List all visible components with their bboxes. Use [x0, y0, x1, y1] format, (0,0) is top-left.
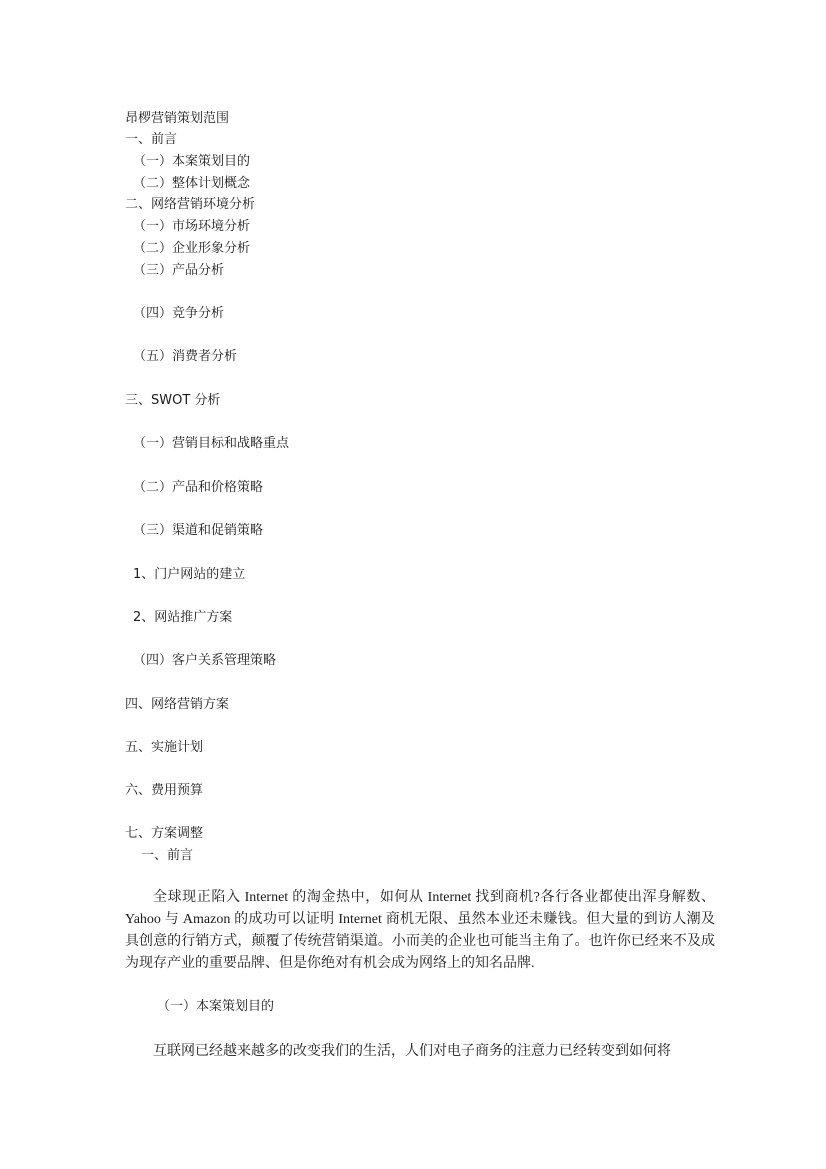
toc-item: 2、网站推广方案 [133, 610, 233, 625]
toc-item: （三）产品分析 [133, 263, 225, 278]
toc-item: 一、前言 [125, 132, 178, 147]
toc-item: 二、网络营销环境分析 [125, 197, 256, 212]
toc-item: 1、门户网站的建立 [133, 567, 246, 582]
toc-item: 三、SWOT 分析 [125, 393, 221, 408]
toc-item: 七、方案调整 [125, 826, 204, 841]
toc-item: （四）客户关系管理策略 [133, 653, 277, 668]
subsection-heading: （一）本案策划目的 [157, 999, 275, 1014]
toc-item: （五）消费者分析 [133, 349, 238, 364]
toc-item: （一）营销目标和战略重点 [133, 436, 290, 451]
intro-paragraph [125, 887, 715, 975]
toc-item: （二）企业形象分析 [133, 241, 251, 256]
section-heading: 一、前言 [141, 848, 194, 863]
toc-item: （三）渠道和促销策略 [133, 523, 264, 538]
toc-item: （一）本案策划目的 [133, 154, 251, 169]
toc-item: （二）整体计划概念 [133, 176, 251, 191]
toc-item: 六、费用预算 [125, 783, 204, 798]
toc-item: （四）竞争分析 [133, 306, 225, 321]
second-paragraph-text: 互联网已经越来越多的改变我们的生活，人们对电子商务的注意力已经转变到如何将 [153, 1044, 671, 1059]
toc-item: （一）市场环境分析 [133, 219, 251, 234]
toc-item: 五、实施计划 [125, 740, 204, 755]
toc-item: 四、网络营销方案 [125, 697, 230, 712]
second-paragraph [125, 1041, 715, 1063]
intro-paragraph-text: 全球现正陷入 Internet 的淘金热中，如何从 Internet 找到商机?各行各业都使出浑身解数、Yahoo 与 Amazon 的成功可以证明 Internet 商机无限、虽然本业还未赚钱。但大量的到访人潮及具创意的行销方式，颠覆了传统营销渠道。小而美的企业也可能当主角了。也许你已经来不及成为现存产业的重要品牌、但是你绝对有机会成为网络上的知名品牌. [125, 890, 715, 971]
toc-item: （二）产品和价格策略 [133, 480, 264, 495]
document-title: 昂椤营销策划范围 [125, 111, 230, 126]
